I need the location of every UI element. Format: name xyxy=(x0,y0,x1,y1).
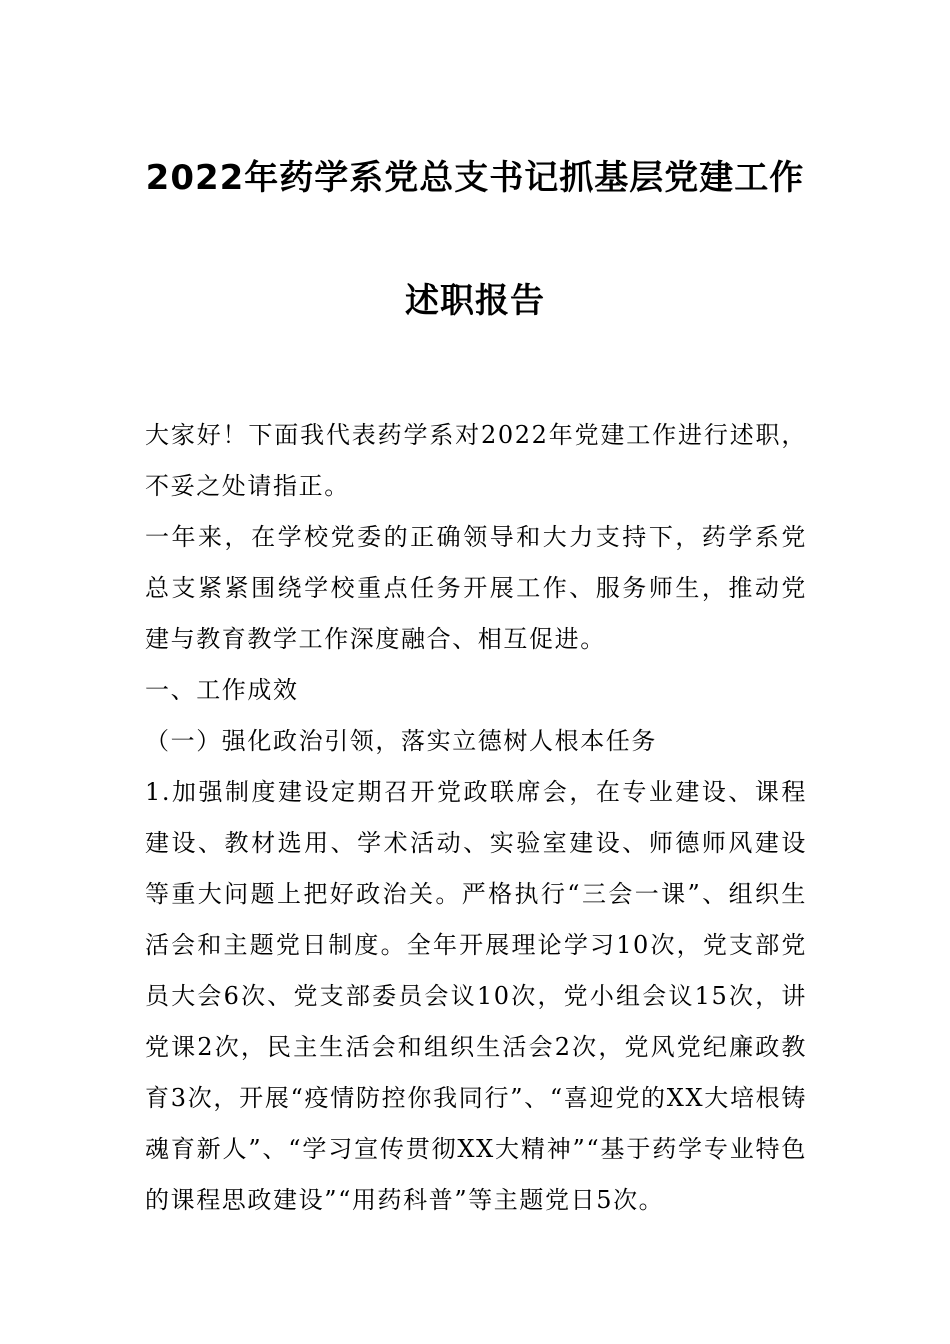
section-heading-achievements: 一、工作成效 xyxy=(145,676,299,704)
subsection-heading-political-guidance: （一）强化政治引领，落实立德树人根本任务 xyxy=(145,727,657,755)
paragraph-greeting: 大家好！下面我代表药学系对2022年党建工作进行述职，不妥之处请指正。 xyxy=(145,421,807,500)
document-title-line-1: 2022年药学系党总支书记抓基层党建工作 xyxy=(145,158,805,198)
document-body xyxy=(145,410,807,1226)
paragraph-overview: 一年来，在学校党委的正确领导和大力支持下，药学系党总支紧紧围绕学校重点任务开展工作、服务师生，推动党建与教育教学工作深度融合、相互促进。 xyxy=(145,523,807,653)
paragraph-system-building: 1.加强制度建设定期召开党政联席会，在专业建设、课程建设、教材选用、学术活动、实验室建设、师德师风建设等重大问题上把好政治关。严格执行“三会一课”、组织生活会和主题党日制度。全年开展理论学习10次，党支部党员大会6次、党支部委员会议10次，党小组会议15次，讲党课2次，民主生活会和组织生活会2次，党风党纪廉政教育3次，开展“疫情防控你我同行”、“喜迎党的XX大培根铸魂育新人”、“学习宣传贯彻XX大精神”“基于药学专业特色的课程思政建设”“用药科普”等主题党日5次。 xyxy=(145,778,807,1214)
document-title-line-2: 述职报告 xyxy=(405,281,545,321)
